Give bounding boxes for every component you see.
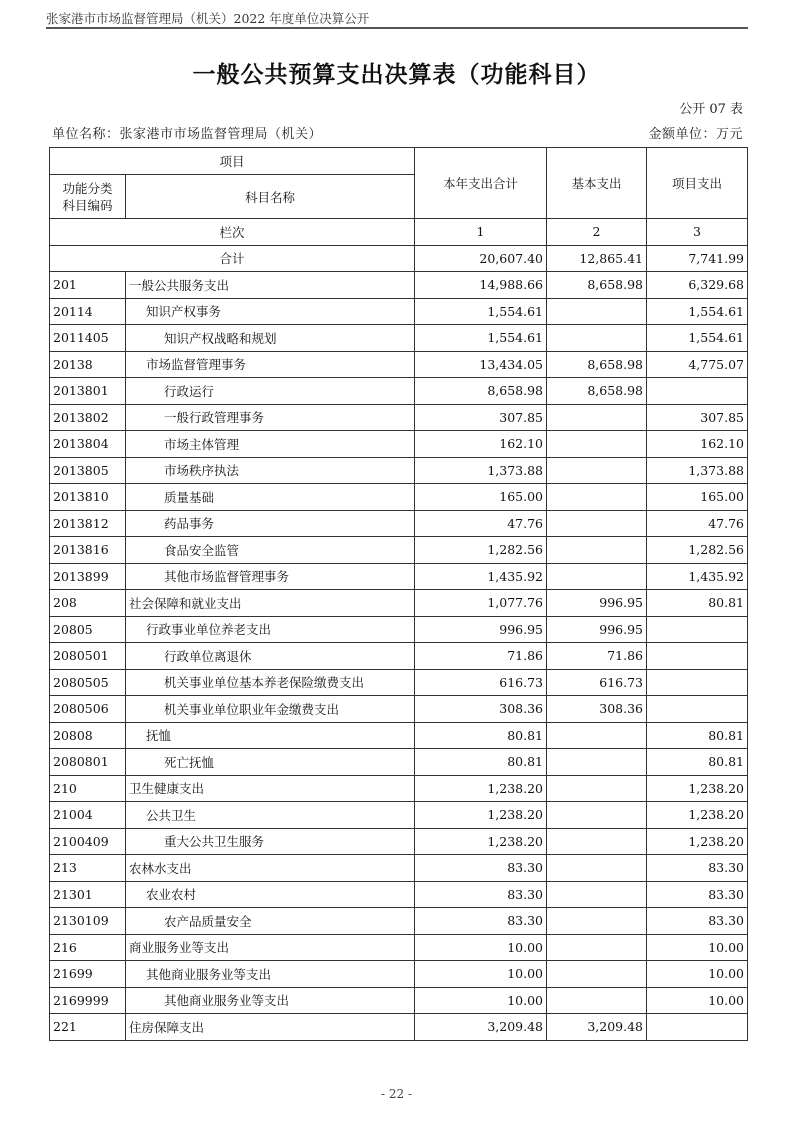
- row-project: 4,775.07: [647, 351, 748, 378]
- row-total: 80.81: [415, 722, 547, 749]
- expenditure-table: [49, 147, 748, 1041]
- row-basic: [547, 722, 647, 749]
- row-project: [647, 378, 748, 405]
- row-basic: [547, 510, 647, 537]
- row-name: 知识产权战略和规划: [126, 325, 415, 352]
- row-code: 2080801: [50, 749, 126, 776]
- row-project: 1,435.92: [647, 563, 748, 590]
- row-code: 2169999: [50, 987, 126, 1014]
- row-code: 221: [50, 1014, 126, 1041]
- row-basic: 996.95: [547, 590, 647, 617]
- table-row: [50, 934, 748, 961]
- table-row: [50, 484, 748, 511]
- row-project: 80.81: [647, 749, 748, 776]
- row-project: 307.85: [647, 404, 748, 431]
- row-total: 80.81: [415, 749, 547, 776]
- row-name: 农业农村: [126, 881, 415, 908]
- row-name: 公共卫生: [126, 802, 415, 829]
- row-code: 213: [50, 855, 126, 882]
- table-row: [50, 1014, 748, 1041]
- table-row: [50, 404, 748, 431]
- table-row: [50, 378, 748, 405]
- row-basic: 308.36: [547, 696, 647, 723]
- row-total: 1,282.56: [415, 537, 547, 564]
- row-code: 20138: [50, 351, 126, 378]
- row-code: 2080506: [50, 696, 126, 723]
- row-code: 2100409: [50, 828, 126, 855]
- row-basic: 616.73: [547, 669, 647, 696]
- row-name: 社会保障和就业支出: [126, 590, 415, 617]
- row-code: 20114: [50, 298, 126, 325]
- row-name: 药品事务: [126, 510, 415, 537]
- table-row: [50, 696, 748, 723]
- row-basic: [547, 325, 647, 352]
- row-name: 抚恤: [126, 722, 415, 749]
- row-name: 农产品质量安全: [126, 908, 415, 935]
- row-project: [647, 643, 748, 670]
- row-basic: [547, 484, 647, 511]
- row-code: 21699: [50, 961, 126, 988]
- row-name: 机关事业单位基本养老保险缴费支出: [126, 669, 415, 696]
- row-basic: [547, 457, 647, 484]
- row-total: 13,434.05: [415, 351, 547, 378]
- row-code: 2013801: [50, 378, 126, 405]
- row-total: 83.30: [415, 908, 547, 935]
- row-code: 2013812: [50, 510, 126, 537]
- row-basic: [547, 987, 647, 1014]
- row-name: 质量基础: [126, 484, 415, 511]
- row-name: 行政事业单位养老支出: [126, 616, 415, 643]
- row-code: 20808: [50, 722, 126, 749]
- row-total: 1,238.20: [415, 828, 547, 855]
- row-project: 10.00: [647, 934, 748, 961]
- row-project: 47.76: [647, 510, 748, 537]
- row-name: 行政单位离退休: [126, 643, 415, 670]
- row-basic: 3,209.48: [547, 1014, 647, 1041]
- row-total: 10.00: [415, 934, 547, 961]
- table-row: [50, 643, 748, 670]
- row-project: 83.30: [647, 855, 748, 882]
- column-order-row: [50, 219, 748, 246]
- table-row: [50, 722, 748, 749]
- row-project: [647, 696, 748, 723]
- header-project: 项目支出: [647, 148, 748, 219]
- row-basic: 71.86: [547, 643, 647, 670]
- table-row: [50, 881, 748, 908]
- row-name: 住房保障支出: [126, 1014, 415, 1041]
- row-total: 616.73: [415, 669, 547, 696]
- row-name: 农林水支出: [126, 855, 415, 882]
- page-number: - 22 -: [380, 1087, 412, 1101]
- row-project: 83.30: [647, 908, 748, 935]
- row-project: 165.00: [647, 484, 748, 511]
- column-order-1: 1: [415, 219, 547, 246]
- row-code: 210: [50, 775, 126, 802]
- row-total: 83.30: [415, 855, 547, 882]
- row-total: 165.00: [415, 484, 547, 511]
- row-code: 2013816: [50, 537, 126, 564]
- row-basic: 8,658.98: [547, 272, 647, 299]
- row-basic: [547, 431, 647, 458]
- row-total: 83.30: [415, 881, 547, 908]
- row-name: 一般行政管理事务: [126, 404, 415, 431]
- row-basic: 8,658.98: [547, 378, 647, 405]
- table-row: [50, 669, 748, 696]
- row-name: 其他商业服务业等支出: [126, 987, 415, 1014]
- table-row: [50, 775, 748, 802]
- row-name: 死亡抚恤: [126, 749, 415, 776]
- row-code: 2013804: [50, 431, 126, 458]
- column-order-3: 3: [647, 219, 748, 246]
- header-basic: 基本支出: [547, 148, 647, 219]
- table-row: [50, 908, 748, 935]
- row-basic: [547, 881, 647, 908]
- header-row-item: [50, 148, 748, 175]
- row-name: 市场监督管理事务: [126, 351, 415, 378]
- table-row: [50, 802, 748, 829]
- row-basic: [547, 908, 647, 935]
- row-basic: 996.95: [547, 616, 647, 643]
- table-row: [50, 351, 748, 378]
- row-total: 3,209.48: [415, 1014, 547, 1041]
- table-row: [50, 616, 748, 643]
- header-name: 科目名称: [126, 175, 415, 219]
- row-project: 80.81: [647, 590, 748, 617]
- row-code: 2013802: [50, 404, 126, 431]
- row-name: 商业服务业等支出: [126, 934, 415, 961]
- row-total: 308.36: [415, 696, 547, 723]
- running-head: 张家港市市场监督管理局（机关）2022 年度单位决算公开: [46, 11, 370, 26]
- row-total: 10.00: [415, 987, 547, 1014]
- row-project: 1,554.61: [647, 298, 748, 325]
- total-sum: 20,607.40: [415, 245, 547, 272]
- table-number: 公开 07 表: [679, 102, 743, 117]
- table-row: [50, 987, 748, 1014]
- row-basic: [547, 404, 647, 431]
- row-name: 其他市场监督管理事务: [126, 563, 415, 590]
- row-project: [647, 669, 748, 696]
- row-basic: [547, 563, 647, 590]
- row-basic: [547, 775, 647, 802]
- row-code: 216: [50, 934, 126, 961]
- row-name: 其他商业服务业等支出: [126, 961, 415, 988]
- total-row: [50, 245, 748, 272]
- row-code: 21004: [50, 802, 126, 829]
- header-item: 项目: [50, 148, 415, 175]
- row-code: 2011405: [50, 325, 126, 352]
- row-name: 知识产权事务: [126, 298, 415, 325]
- row-project: [647, 616, 748, 643]
- row-basic: [547, 802, 647, 829]
- row-code: 2013805: [50, 457, 126, 484]
- row-code: 20805: [50, 616, 126, 643]
- row-total: 1,238.20: [415, 802, 547, 829]
- row-total: 8,658.98: [415, 378, 547, 405]
- header-total: 本年支出合计: [415, 148, 547, 219]
- row-basic: [547, 828, 647, 855]
- total-basic: 12,865.41: [547, 245, 647, 272]
- row-code: 201: [50, 272, 126, 299]
- row-total: 71.86: [415, 643, 547, 670]
- row-project: 6,329.68: [647, 272, 748, 299]
- row-project: 1,238.20: [647, 802, 748, 829]
- table-row: [50, 298, 748, 325]
- row-project: 10.00: [647, 961, 748, 988]
- table-row: [50, 272, 748, 299]
- table-row: [50, 325, 748, 352]
- row-total: 162.10: [415, 431, 547, 458]
- row-name: 市场秩序执法: [126, 457, 415, 484]
- table-row: [50, 457, 748, 484]
- row-project: 83.30: [647, 881, 748, 908]
- row-total: 1,435.92: [415, 563, 547, 590]
- table-row: [50, 749, 748, 776]
- row-basic: [547, 537, 647, 564]
- row-total: 996.95: [415, 616, 547, 643]
- row-name: 一般公共服务支出: [126, 272, 415, 299]
- row-name: 卫生健康支出: [126, 775, 415, 802]
- table-row: [50, 510, 748, 537]
- row-code: 2080501: [50, 643, 126, 670]
- row-project: 80.81: [647, 722, 748, 749]
- row-project: 1,238.20: [647, 828, 748, 855]
- row-total: 10.00: [415, 961, 547, 988]
- row-name: 食品安全监管: [126, 537, 415, 564]
- row-code: 2013810: [50, 484, 126, 511]
- row-project: 1,373.88: [647, 457, 748, 484]
- table-row: [50, 855, 748, 882]
- row-total: 47.76: [415, 510, 547, 537]
- total-project: 7,741.99: [647, 245, 748, 272]
- row-code: 2013899: [50, 563, 126, 590]
- total-label: 合计: [50, 245, 415, 272]
- row-total: 1,554.61: [415, 325, 547, 352]
- row-basic: [547, 934, 647, 961]
- row-code: 21301: [50, 881, 126, 908]
- row-name: 重大公共卫生服务: [126, 828, 415, 855]
- table-row: [50, 828, 748, 855]
- row-total: 307.85: [415, 404, 547, 431]
- row-name: 行政运行: [126, 378, 415, 405]
- row-basic: [547, 298, 647, 325]
- column-order-2: 2: [547, 219, 647, 246]
- table-row: [50, 961, 748, 988]
- row-total: 1,554.61: [415, 298, 547, 325]
- header-code-line2: 科目编码: [62, 197, 113, 213]
- row-basic: [547, 749, 647, 776]
- header-rule: [46, 27, 748, 29]
- table-row: [50, 537, 748, 564]
- row-code: 208: [50, 590, 126, 617]
- row-basic: [547, 961, 647, 988]
- row-code: 2130109: [50, 908, 126, 935]
- row-name: 市场主体管理: [126, 431, 415, 458]
- row-basic: [547, 855, 647, 882]
- row-project: 1,282.56: [647, 537, 748, 564]
- money-unit: 金额单位：万元: [648, 127, 743, 142]
- page-title: 一般公共预算支出决算表（功能科目）: [192, 62, 601, 88]
- row-total: 1,238.20: [415, 775, 547, 802]
- header-code-line1: 功能分类: [62, 180, 113, 196]
- table-row: [50, 590, 748, 617]
- row-total: 1,077.76: [415, 590, 547, 617]
- row-code: 2080505: [50, 669, 126, 696]
- unit-name: 单位名称：张家港市市场监督管理局（机关）: [52, 127, 323, 142]
- row-project: 162.10: [647, 431, 748, 458]
- row-name: 机关事业单位职业年金缴费支出: [126, 696, 415, 723]
- row-project: 10.00: [647, 987, 748, 1014]
- row-project: 1,238.20: [647, 775, 748, 802]
- table-row: [50, 431, 748, 458]
- row-total: 1,373.88: [415, 457, 547, 484]
- header-code: [50, 175, 126, 219]
- row-total: 14,988.66: [415, 272, 547, 299]
- column-order-label: 栏次: [50, 219, 415, 246]
- row-project: [647, 1014, 748, 1041]
- table-row: [50, 563, 748, 590]
- row-basic: 8,658.98: [547, 351, 647, 378]
- row-project: 1,554.61: [647, 325, 748, 352]
